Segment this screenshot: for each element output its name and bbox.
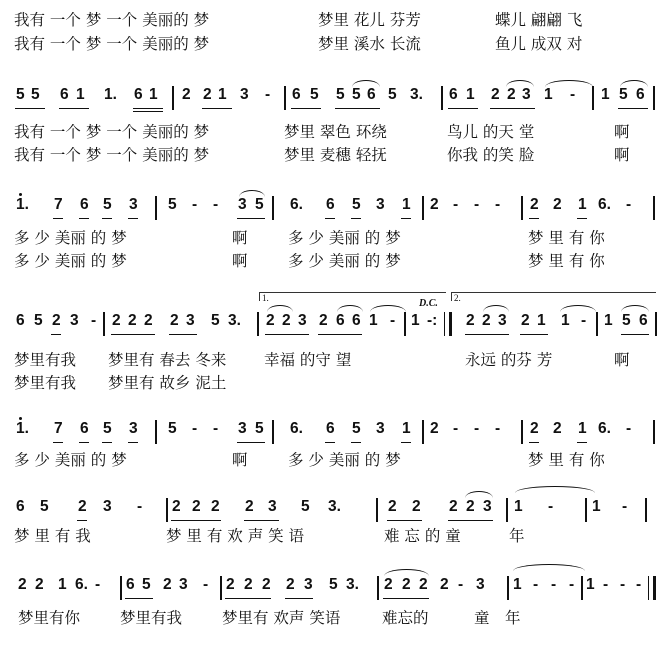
bar-line: [653, 86, 655, 110]
volta-2: 2.: [451, 292, 656, 301]
bar-line: [172, 86, 174, 110]
dc-marking: D.C.: [419, 298, 438, 309]
volta-1: 1.: [259, 292, 446, 301]
bar-line: [441, 86, 443, 110]
music-score-page: 我有 一个 梦 一个 美丽的 梦 梦里 花儿 芬芳 蝶儿 翩翩 飞 我有 一个 梦 一个 美丽的 梦 梦里 溪水 长流 鱼儿 成双 对 5 5 6 1 1. 6 1 2 2 1 3 - 6 5 5 5 6 5 3. 6 1 2 2 3 1 - 1 5 6 我有 一个 梦 一个 美丽的 梦 梦里 翠色 环绕 鸟儿 的天 堂 啊 我有 一个 梦 一个 美丽的 梦 梦里 麦穗 轻抚 你我 的笑 脸 啊 1. 7 6 5 3 5 - - 3 5 6. 6 5 3 1 2 - - - 2 2 1 6. - 多 少 美丽 的 梦 啊 多 少 美丽 的 梦 梦 里 有 你 多 少 美丽 的 梦 啊 多 少 美丽 的 梦 梦 里 有 你 1. 2. D.C. 6 5 2 3 - 2 2 2 2 3 5 3. 2 2 3 2 6 6 1 - 1 -: 2 2 3 2 1 1 - 1 5 6 梦里有我 梦里有 春去 冬来 幸福 的守 望 永远 的芬 芳 啊 梦里有我 梦里有 故乡 泥土 1. 7 6 5 3 5 - - 3 5 6. 6 5 3 1 2 - - - 2 2 1 6. - 多 少 美丽 的 梦 啊 多 少 美丽 的 梦 梦 里 有 你 6 5 2 3 - 2 2 2 2 3 5 3. 2 2 2 2 3 1 - 1 - 梦 里 有 我 梦 里 有 欢 声 笑 语 难 忘 的 童 年 2 2 1 6. - 6 5 2 3 - 2 2 2 2 3 5 3. 2 2 2 2 - 3 1 - - - 1 - - - 梦里有你 梦里有我 梦里有 欢声 笑语 难忘的 童 年: [0, 0, 672, 672]
bar-line: [592, 86, 594, 110]
bar-line: [284, 86, 286, 110]
